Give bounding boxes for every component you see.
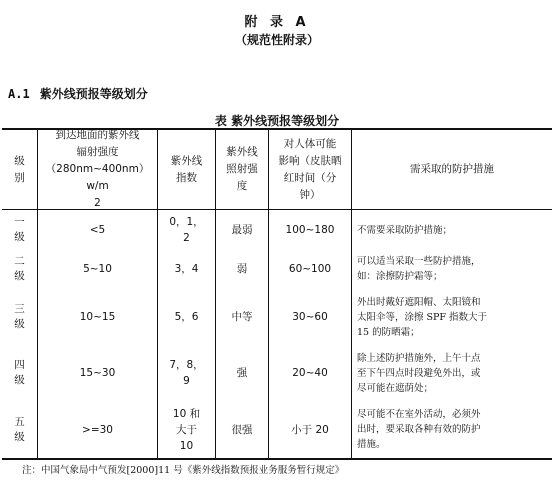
cell-measures: 可以适当采取一些防护措施， 如：涂擦防护霜等； [357,256,481,282]
cell-intensity: 中等 [231,311,253,323]
table-bottom-rule [2,458,552,460]
cell-effect: 100~180 [285,224,335,236]
cell-level: 三 级 [14,303,25,330]
header-effect: 对人体可能 影响（皮肤晒 红时间（分 钟） [278,137,342,201]
cell-effect: 小于 20 [291,423,329,436]
header-measures: 需采取的防护措施 [410,163,494,175]
cell-measures: 外出时戴好遮阳帽、太阳镜和 太阳伞等，涂擦 SPF 指数大于 15 的防晒霜； [357,296,488,338]
header-intensity: 紫外线 照射强 度 [226,146,258,192]
cell-index: 7，8， 9 [169,359,204,387]
cell-effect: 30~60 [292,311,328,323]
cell-effect: 20~40 [292,367,328,379]
section-number: A.1 [8,87,30,101]
cell-level: 一 级 [14,216,25,243]
cell-level: 五 级 [14,415,25,443]
section-heading [8,85,148,102]
cell-index: 3，4 [174,263,199,275]
cell-radiation: 15~30 [79,367,116,379]
cell-measures: 除上述防护措施外，上午十点 至下午四点时段避免外出，或 尽可能在遮荫处； [357,352,481,394]
footnote: 注：中国气象局中气预发[2000]11 号《紫外线指数预报业务服务暂行规定》 [22,465,345,476]
section-title: 紫外线预报等级划分 [39,87,148,101]
cell-radiation: <5 [89,224,106,236]
cell-intensity: 最弱 [231,224,253,236]
appendix-title: 附 录 A [244,15,310,30]
cell-measures: 尽可能不在室外活动，必须外 出时，要采取各种有效的防护 措施。 [357,409,481,450]
cell-level: 二 级 [14,255,25,282]
cell-index: 10 和 大于 10 [172,407,201,452]
cell-measures: 不需要采取防护措施； [357,224,453,236]
header-index: 紫外线 指数 [170,154,203,184]
cell-level: 四 级 [14,359,25,386]
header-level: 级 别 [14,154,25,184]
cell-index: 5，6 [174,311,199,323]
cell-intensity: 很强 [231,423,253,436]
cell-intensity: 弱 [236,263,248,275]
cell-effect: 60~100 [288,263,332,275]
cell-index: 0，1， 2 [169,216,204,244]
cell-radiation: 5~10 [83,263,112,275]
header-radiation: 到达地面的紫外线 辐射强度 （280nm~400nm）w/m 2 [45,129,150,209]
cell-radiation: >=30 [82,423,113,436]
cell-radiation: 10~15 [79,311,116,323]
appendix-subtitle: （规范性附录） [234,33,319,47]
table-caption: 表 紫外线预报等级划分 [214,114,340,128]
cell-intensity: 强 [236,367,248,379]
